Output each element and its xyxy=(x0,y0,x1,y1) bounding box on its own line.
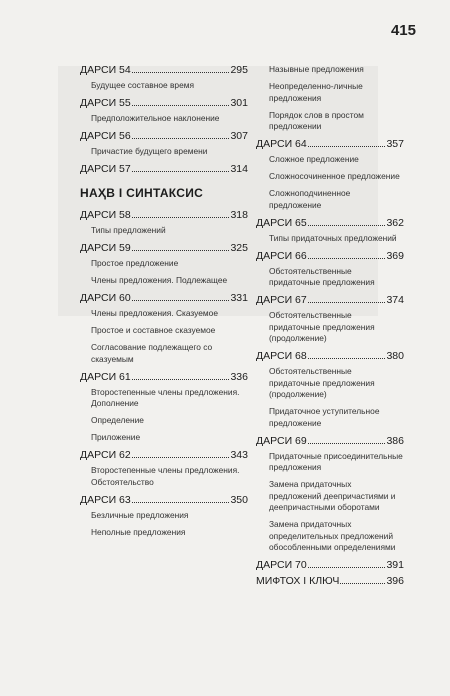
toc-entry-label: МИФТОХ І КЛЮЧ xyxy=(256,575,340,587)
toc-entry-page: 369 xyxy=(386,249,404,262)
toc-entry-page: 336 xyxy=(230,370,248,383)
dot-leader xyxy=(308,302,386,303)
dot-leader xyxy=(308,567,386,568)
dot-leader xyxy=(308,443,386,444)
toc-entry xyxy=(80,97,248,125)
dot-leader xyxy=(308,258,386,259)
toc-entry-heading[interactable] xyxy=(256,559,404,572)
toc-subentry[interactable]: Причастие будущего времени xyxy=(91,146,208,156)
toc-entry-label: ДАРСИ 69 xyxy=(256,434,307,447)
toc-entry xyxy=(80,449,248,488)
toc-entry-label: ДАРСИ 56 xyxy=(80,130,131,142)
toc-entry-page: 350 xyxy=(230,493,248,506)
toc-entry-label: ДАРСИ 54 xyxy=(80,64,131,76)
toc-subentry[interactable]: Сложное предложение xyxy=(269,154,359,164)
page-number: 415 xyxy=(390,22,416,39)
toc-entry-label: ДАРСИ 65 xyxy=(256,216,307,229)
toc-entry-page: 362 xyxy=(386,216,404,229)
toc-subentry[interactable]: Сложноподчиненное предложение xyxy=(269,188,351,210)
toc-subentry[interactable]: Типы предложений xyxy=(91,225,166,235)
toc-entry-label: ДАРСИ 63 xyxy=(80,493,131,506)
toc-entry-heading[interactable] xyxy=(80,97,248,110)
toc-continued-subs xyxy=(256,64,404,133)
toc-entry-page: 295 xyxy=(230,64,248,76)
toc-entry-label: ДАРСИ 66 xyxy=(256,249,307,262)
toc-subentry[interactable]: Простое предложение xyxy=(91,258,179,268)
toc-entry xyxy=(80,242,248,287)
toc-entry-label: ДАРСИ 59 xyxy=(80,242,131,254)
toc-group-morphology xyxy=(80,64,248,176)
toc-entry xyxy=(256,575,404,588)
toc-subentry[interactable]: Обстоятельственные придаточные предложения xyxy=(269,265,375,287)
toc-entry xyxy=(80,130,248,158)
toc-entry xyxy=(80,371,248,444)
toc-entry-page: 396 xyxy=(386,575,404,587)
toc-subentry[interactable]: Замена придаточных определительных предложений обособленными определениями xyxy=(269,519,396,552)
dot-leader xyxy=(132,138,230,139)
toc-subentry[interactable]: Приложение xyxy=(91,432,141,442)
toc-subentry[interactable]: Обстоятельственные придаточные предложения (продолжение) xyxy=(269,310,375,343)
toc-entry-label: ДАРСИ 61 xyxy=(80,370,131,383)
toc-entry-label: ДАРСИ 55 xyxy=(80,97,131,109)
toc-subentry[interactable]: Назывные предложения xyxy=(269,64,364,74)
dot-leader xyxy=(132,171,230,172)
toc-entry-heading[interactable] xyxy=(80,494,248,507)
toc-subentry[interactable]: Члены предложения. Сказуемое xyxy=(91,308,218,318)
toc-entry xyxy=(256,250,404,289)
toc-group-complex xyxy=(256,138,404,588)
toc-entry-heading[interactable] xyxy=(256,350,404,363)
toc-entry-label: ДАРСИ 68 xyxy=(256,350,307,362)
toc-entry-label: ДАРСИ 62 xyxy=(80,449,131,461)
dot-leader xyxy=(132,457,230,458)
toc-entry xyxy=(256,435,404,554)
toc-entry-page: 325 xyxy=(230,242,248,254)
toc-entry xyxy=(80,64,248,92)
toc-subentry[interactable]: Простое и составное сказуемое xyxy=(91,325,216,335)
toc-subentry[interactable]: Порядок слов в простом предложении xyxy=(269,109,364,131)
toc-entry-heading[interactable] xyxy=(80,242,248,255)
toc-subentry[interactable]: Сложносочиненное предложение xyxy=(269,171,400,181)
toc-subentry[interactable]: Члены предложения. Подлежащее xyxy=(91,275,228,285)
toc-subentry[interactable]: Согласование подлежащего со сказуемым xyxy=(91,342,213,364)
toc-entry-page: 380 xyxy=(386,350,404,362)
toc-entry-heading[interactable] xyxy=(256,217,404,230)
dot-leader xyxy=(308,358,386,359)
toc-subentry[interactable]: Определение xyxy=(91,415,144,425)
toc-entry-page: 343 xyxy=(230,449,248,461)
toc-entry-page: 386 xyxy=(386,434,404,447)
toc-left-column xyxy=(80,64,248,544)
toc-entry xyxy=(80,209,248,237)
toc-entry-label: ДАРСИ 60 xyxy=(80,292,131,304)
dot-leader xyxy=(132,300,230,301)
toc-subentry[interactable]: Придаточное уступительное предложение xyxy=(269,406,380,428)
toc-entry-page: 391 xyxy=(386,559,404,571)
toc-entry-label: ДАРСИ 70 xyxy=(256,559,307,571)
dot-leader xyxy=(308,225,386,226)
toc-subentry[interactable]: Предположительное наклонение xyxy=(91,113,220,123)
toc-entry-heading[interactable] xyxy=(256,138,404,151)
toc-subentry[interactable]: Второстепенные члены предложения. Дополнение xyxy=(91,386,240,408)
toc-entry-heading[interactable] xyxy=(80,130,248,143)
toc-entry xyxy=(256,350,404,429)
toc-entry xyxy=(256,217,404,245)
toc-entry-heading[interactable] xyxy=(80,292,248,305)
dot-leader xyxy=(132,250,230,251)
toc-entry-label: ДАРСИ 67 xyxy=(256,294,307,306)
dot-leader xyxy=(308,146,386,147)
toc-entry xyxy=(256,138,404,211)
toc-subentry[interactable]: Безличные предложения xyxy=(91,509,189,520)
toc-subentry[interactable]: Придаточные присоединительные предложения xyxy=(269,450,403,472)
toc-entry xyxy=(80,494,248,539)
toc-entry-heading[interactable] xyxy=(256,435,404,448)
toc-entry-label: ДАРСИ 64 xyxy=(256,138,307,150)
dot-leader xyxy=(132,217,230,218)
toc-entry-heading[interactable] xyxy=(80,449,248,462)
toc-entry-page: 331 xyxy=(230,292,248,304)
toc-entry-heading[interactable] xyxy=(80,64,248,77)
toc-subentry[interactable]: Обстоятельственные придаточные предложения (продолжение) xyxy=(269,366,375,399)
toc-group-syntax xyxy=(80,209,248,538)
toc-entry-page: 314 xyxy=(230,163,248,175)
toc-entry-heading[interactable] xyxy=(256,575,404,588)
dot-leader xyxy=(132,105,230,106)
toc-subentry[interactable]: Типы придаточных предложений xyxy=(269,232,397,243)
toc-entry-label: ДАРСИ 57 xyxy=(80,163,131,175)
toc-entry-page: 301 xyxy=(230,97,248,109)
toc-right-column xyxy=(256,64,404,591)
toc-entry-label: ДАРСИ 58 xyxy=(80,209,131,221)
toc-entry-heading[interactable] xyxy=(80,163,248,176)
toc-entry-heading[interactable] xyxy=(256,294,404,307)
toc-entry-page: 357 xyxy=(386,138,404,150)
toc-entry-heading[interactable] xyxy=(80,371,248,384)
toc-subentry[interactable]: Неполные предложения xyxy=(91,526,186,537)
dot-leader xyxy=(132,502,230,503)
toc-subentry[interactable]: Будущее составное время xyxy=(91,80,195,90)
section-title: НАҲВ І СИНТАКСИС xyxy=(80,186,204,200)
dot-leader xyxy=(132,379,230,380)
toc-entry xyxy=(256,559,404,572)
toc-entry-heading[interactable] xyxy=(256,250,404,263)
toc-entry-heading[interactable] xyxy=(80,209,248,222)
toc-subentry[interactable]: Замена придаточных предложений деепричастиями и деепричастными оборотами xyxy=(269,479,396,512)
toc-entry xyxy=(256,294,404,345)
toc-entry xyxy=(80,163,248,176)
toc-entry-page: 318 xyxy=(230,209,248,221)
toc-entry-page: 307 xyxy=(230,130,248,142)
dot-leader xyxy=(340,583,385,584)
toc-entry-page: 374 xyxy=(386,294,404,306)
toc-subentry[interactable]: Второстепенные члены предложения. Обстоятельство xyxy=(91,465,240,487)
dot-leader xyxy=(132,72,230,73)
toc-subentry[interactable]: Неопределенно-личные предложения xyxy=(269,81,363,103)
toc-entry xyxy=(80,292,248,365)
